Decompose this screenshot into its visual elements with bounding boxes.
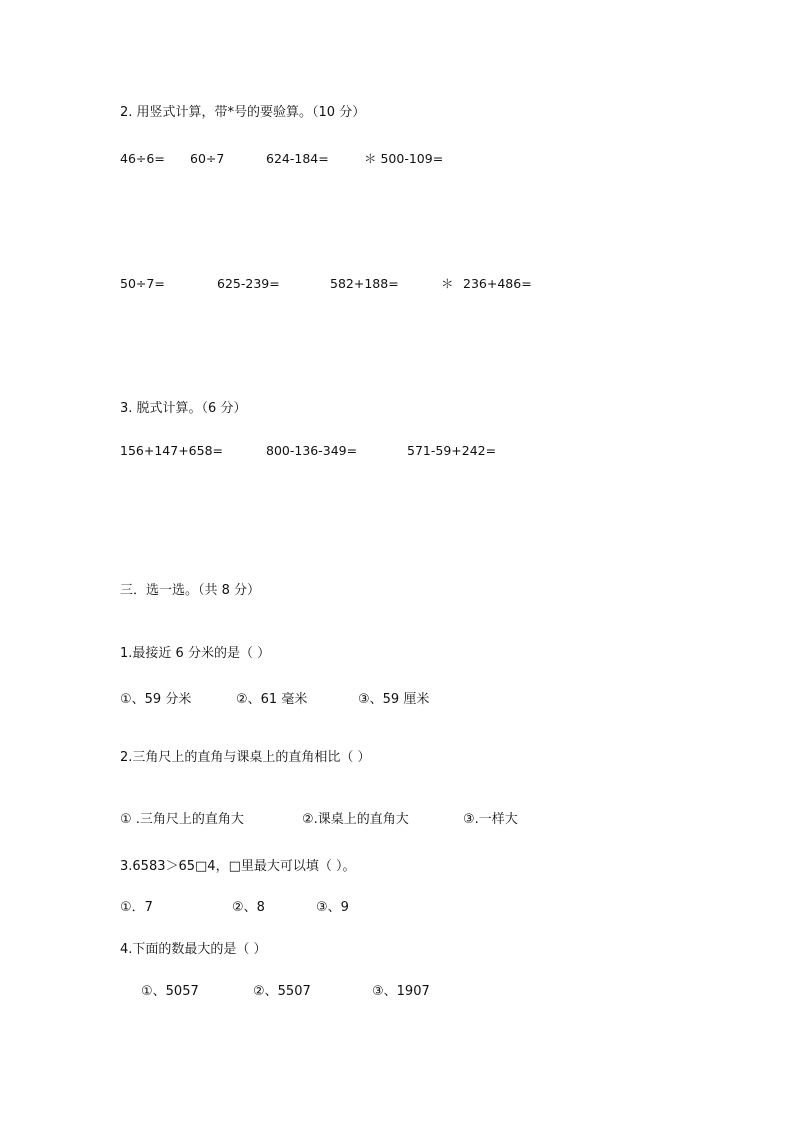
option: ③、9: [316, 900, 349, 915]
problem: 800-136-349=: [266, 443, 358, 458]
problem: 624-184=: [266, 151, 329, 166]
section-heading-vertical-calc: 2. 用竖式计算，带*号的要验算。（10 分）: [120, 105, 366, 120]
problem: 625-239=: [217, 276, 280, 291]
problem: 46÷6=: [120, 151, 165, 166]
option: ②、61 毫米: [236, 692, 308, 707]
option: ①、59 分米: [120, 692, 192, 707]
option: ③.一样大: [463, 812, 518, 827]
section-heading-choice: 三．选一选。（共 8 分）: [120, 583, 261, 598]
option: ③、1907: [372, 984, 430, 999]
option: ②.课桌上的直角大: [302, 812, 409, 827]
question-stem: 4.下面的数最大的是（ ）: [120, 942, 267, 957]
problem: 582+188=: [330, 276, 399, 291]
option: ①．7: [120, 900, 153, 915]
asterisk-mark: ＊: [441, 276, 454, 291]
question-stem: 2.三角尺上的直角与课桌上的直角相比（ ）: [120, 750, 371, 765]
problem: ＊ 500-109=: [364, 151, 444, 166]
problem: 156+147+658=: [120, 443, 223, 458]
option: ①、5057: [141, 984, 199, 999]
problem: 236+486=: [463, 276, 532, 291]
option: ②、5507: [253, 984, 311, 999]
problem: 571-59+242=: [407, 443, 497, 458]
question-stem: 1.最接近 6 分米的是（ ）: [120, 646, 271, 661]
problem: 50÷7=: [120, 276, 165, 291]
option: ① .三角尺上的直角大: [120, 812, 244, 827]
question-stem: 3.6583＞65□4，□里最大可以填（ ）。: [120, 859, 356, 874]
section-heading-step-calc: 3. 脱式计算。（6 分）: [120, 401, 247, 416]
option: ③、59 厘米: [358, 692, 430, 707]
option: ②、8: [232, 900, 265, 915]
problem: 60÷7: [190, 151, 225, 166]
